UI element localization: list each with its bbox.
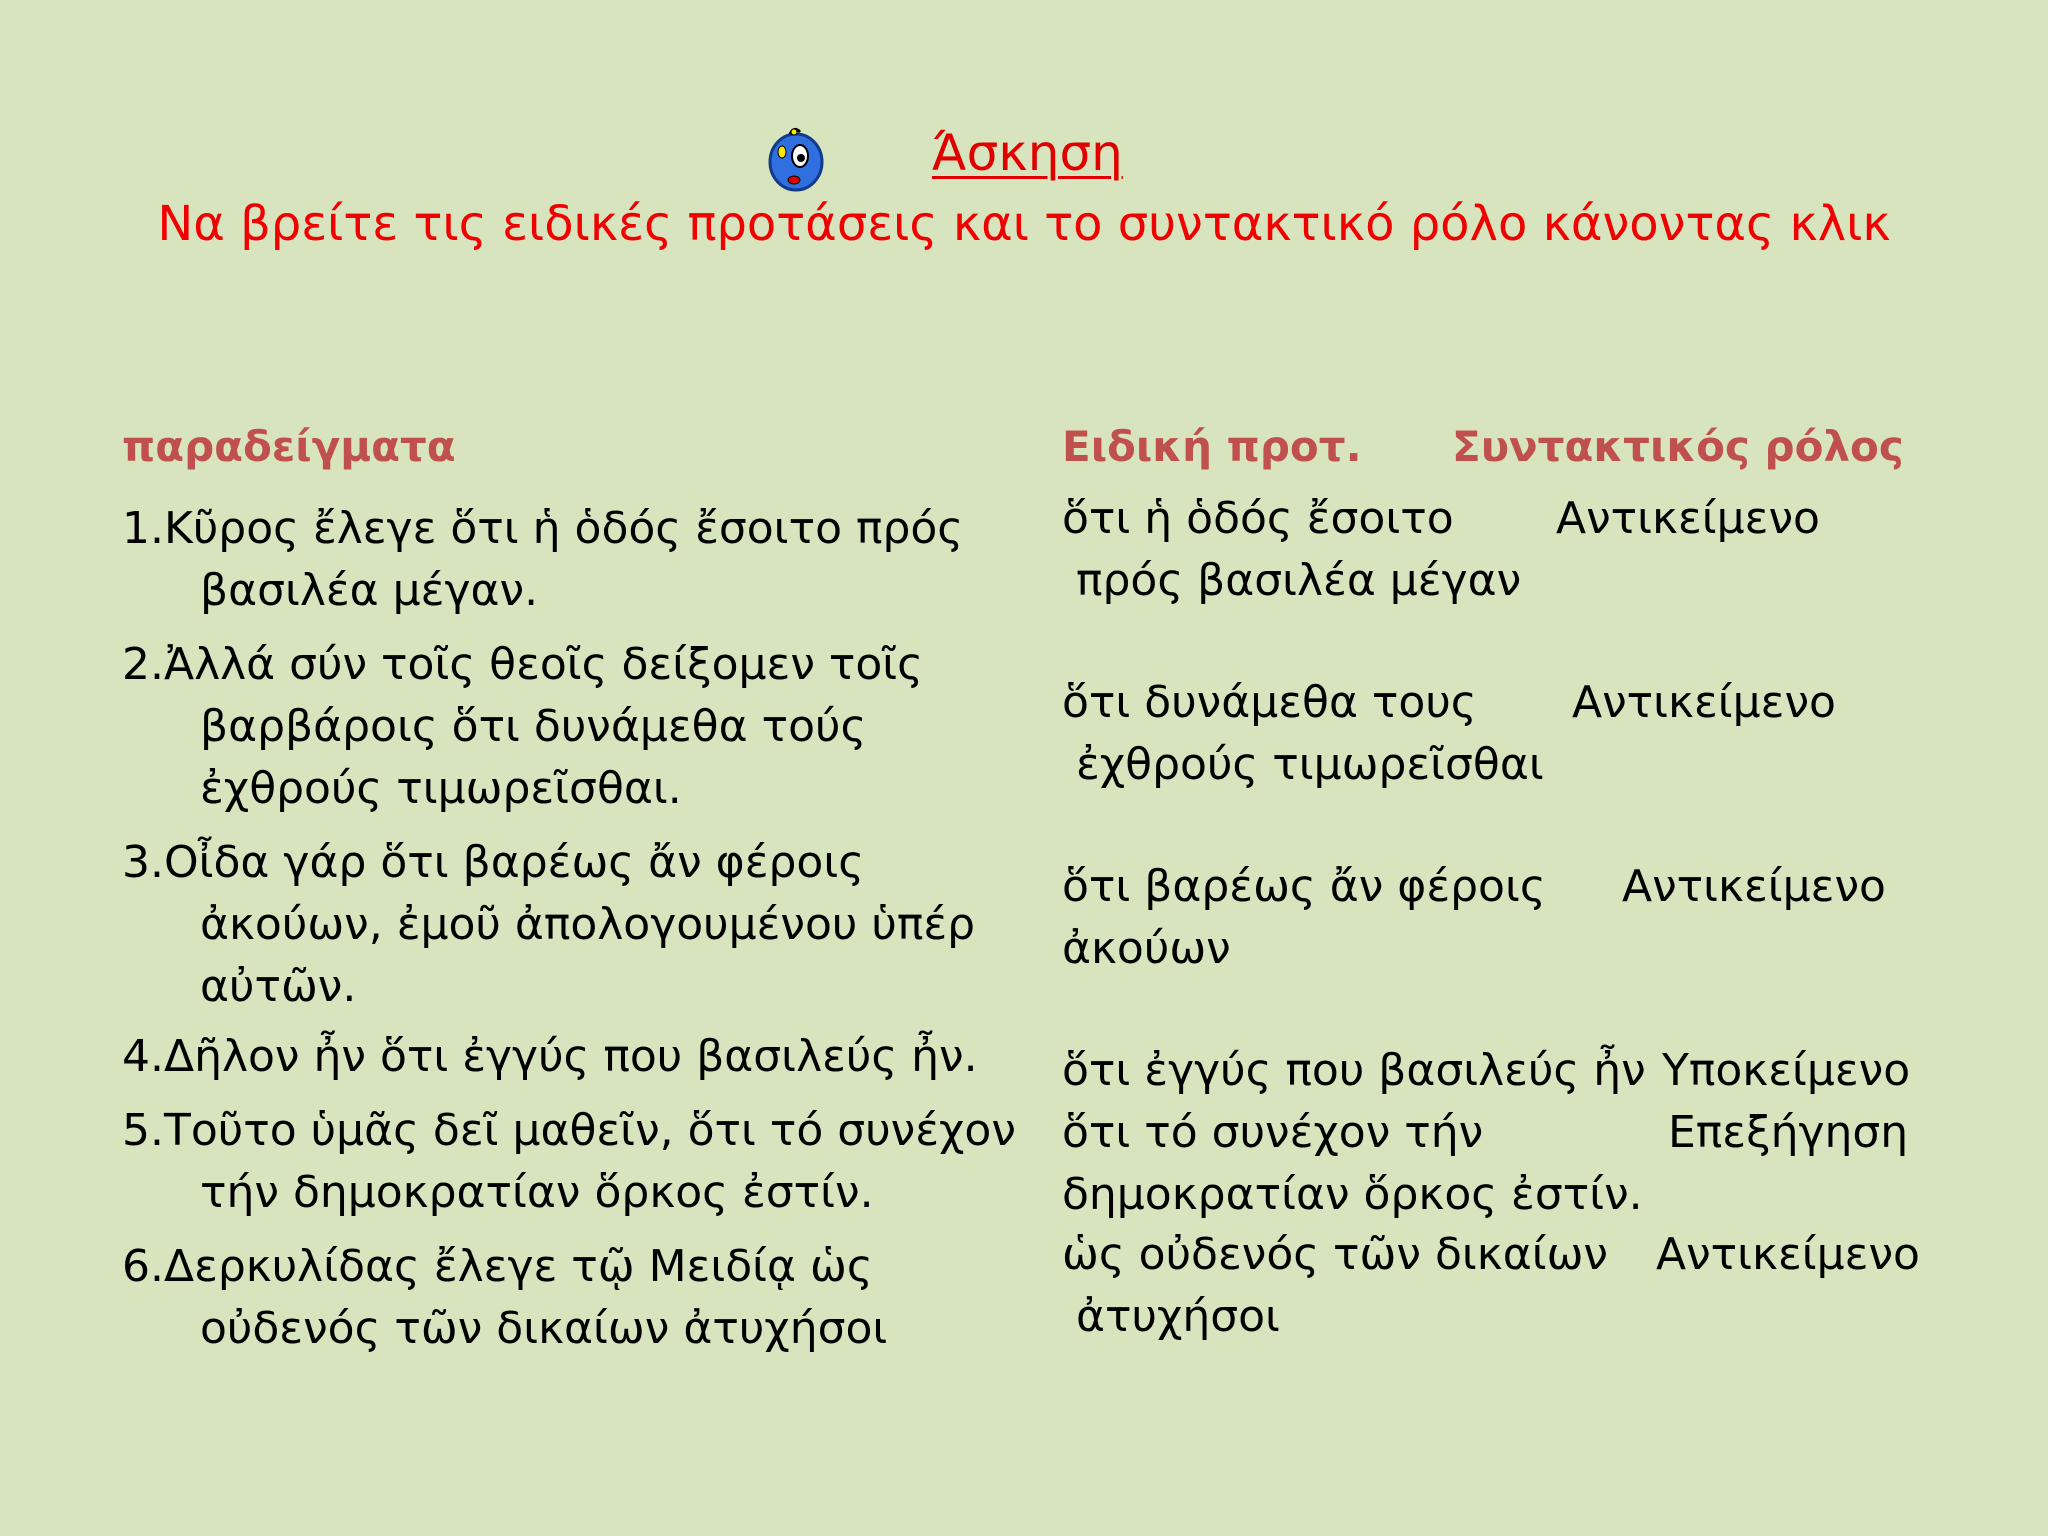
example-line: 1.Κῦρος ἔλεγε ὅτι ἡ ὁδός ἔσοιτο πρός: [122, 503, 964, 554]
example-line: ἐχθρούς τιμωρεῖσθαι.: [200, 763, 682, 814]
example-line: 2.Ἀλλά σύν τοῖς θεοῖς δείξομεν τοῖς: [122, 639, 924, 690]
answer-clause[interactable]: [1062, 672, 1544, 796]
example-line: αὐτῶν.: [200, 961, 357, 1012]
answer-clause-line: δημοκρατίαν ὅρκος ἐστίν.: [1062, 1169, 1643, 1220]
answer-clause[interactable]: [1062, 488, 1521, 612]
answer-clause-line: ὅτι τό συνέχον τήν: [1062, 1107, 1484, 1158]
answer-clause-line: ὅτι βαρέως ἄν φέροις: [1062, 861, 1546, 912]
example-line: 6.Δερκυλίδας ἔλεγε τῷ Μειδίᾳ ὡς: [122, 1241, 873, 1292]
answer-role[interactable]: Αντικείμενο: [1572, 677, 1836, 728]
answer-clause[interactable]: [1062, 1040, 1646, 1102]
clause-header: Ειδική προτ.: [1062, 422, 1362, 471]
answer-role[interactable]: Επεξήγηση: [1668, 1107, 1909, 1158]
example-line: 4.Δῆλον ἦν ὅτι ἐγγύς που βασιλεύς ἦν.: [122, 1031, 978, 1082]
example-line: 5.Τοῦτο ὑμᾶς δεῖ μαθεῖν, ὅτι τό συνέχον: [122, 1105, 1016, 1156]
answer-clause-line: ὡς οὐδενός τῶν δικαίων: [1062, 1229, 1609, 1280]
answer-clause-line: ὅτι δυνάμεθα τους: [1062, 677, 1477, 728]
example-item: [122, 498, 1002, 622]
answer-clause-line: ὅτι ἐγγύς που βασιλεύς ἦν: [1062, 1045, 1646, 1096]
example-line: 3.Οἶδα γάρ ὅτι βαρέως ἄν φέροις: [122, 837, 865, 888]
answer-role[interactable]: Αντικείμενο: [1556, 493, 1820, 544]
answer-clause-line: ὅτι ἡ ὁδός ἔσοιτο: [1062, 493, 1454, 544]
answer-clause[interactable]: [1062, 856, 1546, 980]
page-title[interactable]: Άσκηση: [932, 124, 1123, 182]
answer-role[interactable]: Αντικείμενο: [1656, 1229, 1920, 1280]
example-item: [122, 1026, 1002, 1088]
answer-role[interactable]: Αντικείμενο: [1622, 861, 1886, 912]
example-item: [122, 1100, 1016, 1224]
answer-clause-line: πρός βασιλέα μέγαν: [1062, 555, 1522, 606]
example-line: οὐδενός τῶν δικαίων ἀτυχήσοι: [200, 1303, 888, 1354]
answer-clause-line: ἀτυχήσοι: [1062, 1291, 1280, 1342]
examples-header: παραδείγματα: [122, 422, 456, 471]
example-item: [122, 832, 1002, 1018]
example-line: ἀκούων, ἐμοῦ ἀπολογουμένου ὑπέρ: [200, 899, 976, 950]
example-line: βαρβάροις ὅτι δυνάμεθα τούς: [200, 701, 867, 752]
example-item: [122, 1236, 1002, 1360]
role-header: Συντακτικός ρόλος: [1452, 422, 1904, 471]
example-line: τήν δημοκρατίαν ὅρκος ἐστίν.: [200, 1167, 874, 1218]
answer-clause[interactable]: [1062, 1224, 1608, 1348]
cartoon-face-icon: [760, 124, 828, 194]
instruction-text: Να βρείτε τις ειδικές προτάσεις και το συντακτικό ρόλο κάνοντας κλικ: [157, 196, 1891, 252]
example-line: βασιλέα μέγαν.: [200, 565, 539, 616]
answer-role[interactable]: Υποκείμενο: [1662, 1045, 1911, 1096]
answer-clause-line: ἐχθρούς τιμωρεῖσθαι: [1062, 739, 1544, 790]
example-item: [122, 634, 1002, 820]
answer-clause[interactable]: [1062, 1102, 1643, 1226]
answer-clause-line: ἀκούων: [1062, 923, 1231, 974]
